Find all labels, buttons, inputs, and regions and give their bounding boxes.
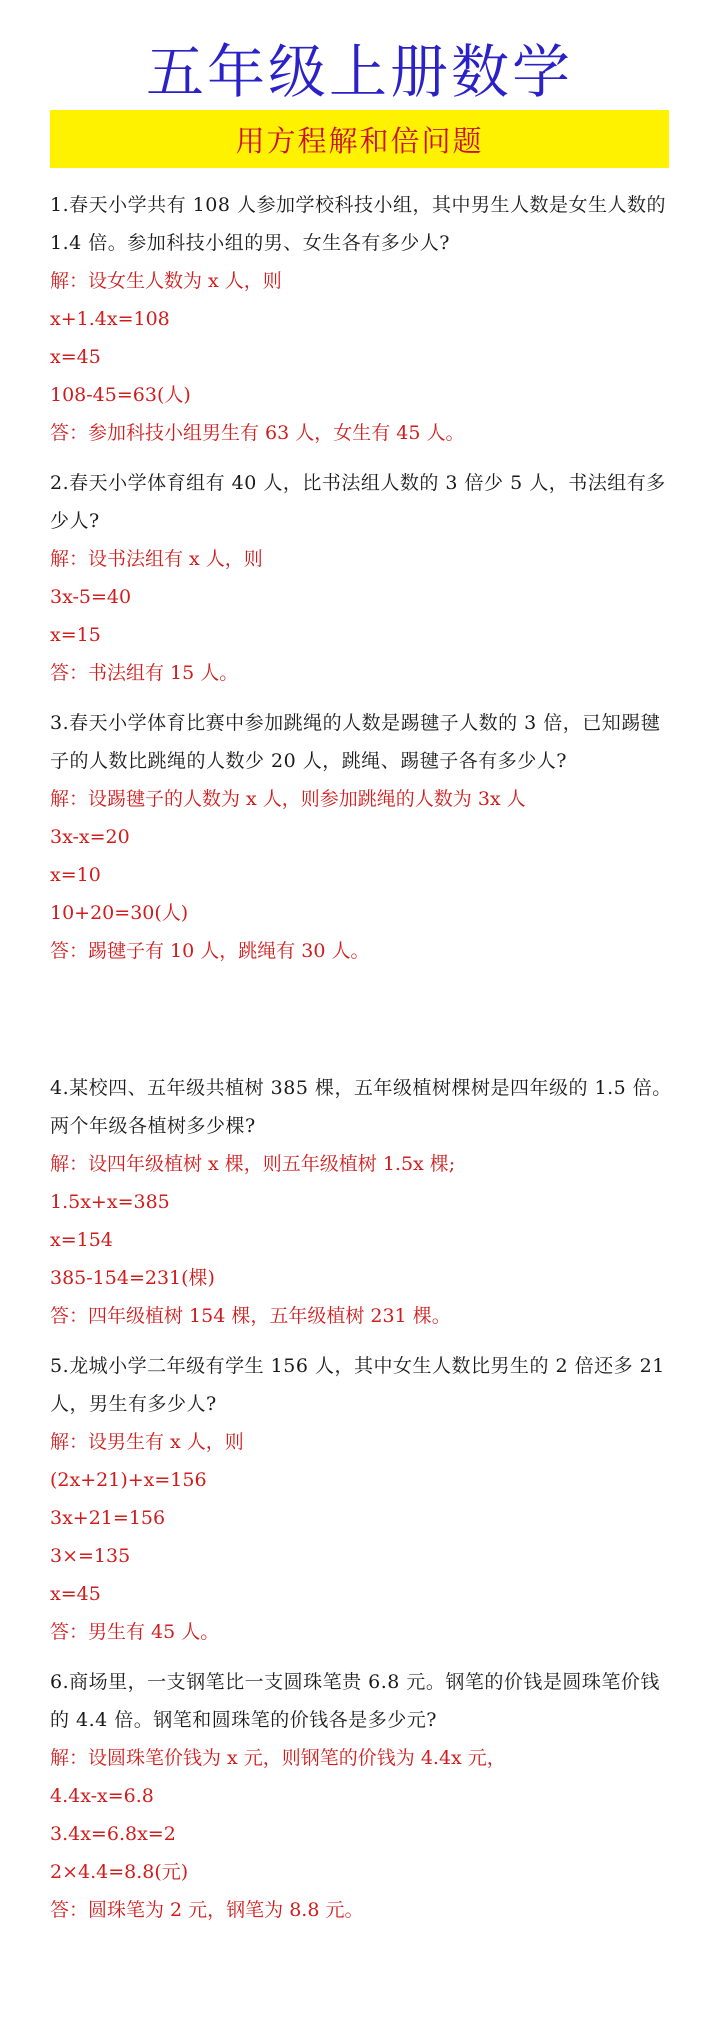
problem-3 [50, 704, 672, 970]
answer-line: 答：参加科技小组男生有 63 人，女生有 45 人。 [50, 422, 465, 444]
solution-line: 解：设四年级植树 x 棵，则五年级植树 1.5x 棵; [50, 1153, 456, 1175]
solution-line: 385-154=231(棵) [50, 1267, 215, 1289]
solution-line: 3×=135 [50, 1545, 131, 1567]
answer-line: 答：四年级植树 154 棵，五年级植树 231 棵。 [50, 1305, 451, 1327]
page-title: 五年级上册数学 [145, 38, 573, 106]
problem-2 [50, 464, 672, 692]
answer-line: 答：男生有 45 人。 [50, 1621, 220, 1643]
problem-question: 1.春天小学共有 108 人参加学校科技小组，其中男生人数是女生人数的 1.4 倍。参加科技小组的男、女生各有多少人? [50, 194, 666, 254]
solution-line: 解：设圆珠笔价钱为 x 元，则钢笔的价钱为 4.4x 元， [50, 1747, 506, 1769]
solution-line: 2×4.4=8.8(元) [50, 1861, 189, 1883]
problem-4 [50, 1069, 672, 1335]
problem-question: 5.龙城小学二年级有学生 156 人，其中女生人数比男生的 2 倍还多 21 人，男生有多少人? [50, 1355, 665, 1415]
solution-line: 解：设书法组有 x 人，则 [50, 548, 263, 570]
subtitle-banner [50, 110, 669, 168]
solution-line: x=15 [50, 624, 101, 646]
solution-line: x+1.4x=108 [50, 308, 170, 330]
solution-line: x=154 [50, 1229, 113, 1251]
solution-line: 3x+21=156 [50, 1507, 166, 1529]
solution-line: x=45 [50, 1583, 101, 1605]
problem-question: 3.春天小学体育比赛中参加跳绳的人数是踢毽子人数的 3 倍，已知踢毽子的人数比跳绳的人数少 20 人，跳绳、踢毽子各有多少人? [50, 712, 661, 772]
problem-6 [50, 1663, 672, 1929]
problem-question: 4.某校四、五年级共植树 385 棵，五年级植树棵树是四年级的 1.5 倍。两个年级各植树多少棵? [50, 1077, 672, 1137]
answer-line: 答：书法组有 15 人。 [50, 662, 239, 684]
subtitle-text: 用方程解和倍问题 [235, 123, 484, 158]
problem-question: 2.春天小学体育组有 40 人，比书法组人数的 3 倍少 5 人，书法组有多少人? [50, 472, 666, 532]
solution-line: 解：设女生人数为 x 人，则 [50, 270, 282, 292]
answer-line: 答：圆珠笔为 2 元，钢笔为 8.8 元。 [50, 1899, 364, 1921]
solution-line: x=45 [50, 346, 101, 368]
solution-line: 3x-x=20 [50, 826, 130, 848]
solution-line: 108-45=63(人) [50, 384, 191, 406]
solution-line: 1.5x+x=385 [50, 1191, 170, 1213]
problem-5 [50, 1347, 672, 1651]
solution-line: 3.4x=6.8x=2 [50, 1823, 176, 1845]
problem-1 [50, 186, 672, 452]
problem-list [50, 186, 672, 1929]
solution-line: 解：设男生有 x 人，则 [50, 1431, 244, 1453]
solution-line: 3x-5=40 [50, 586, 132, 608]
problem-question: 6.商场里，一支钢笔比一支圆珠笔贵 6.8 元。钢笔的价钱是圆珠笔价钱的 4.4 倍。钢笔和圆珠笔的价钱各是多少元? [50, 1671, 660, 1731]
solution-line: 4.4x-x=6.8 [50, 1785, 154, 1807]
solution-line: 解：设踢毽子的人数为 x 人，则参加跳绳的人数为 3x 人 [50, 788, 526, 810]
solution-line: 10+20=30(人) [50, 902, 189, 924]
answer-line: 答：踢毽子有 10 人，跳绳有 30 人。 [50, 940, 370, 962]
solution-line: (2x+21)+x=156 [50, 1469, 207, 1491]
solution-line: x=10 [50, 864, 101, 886]
